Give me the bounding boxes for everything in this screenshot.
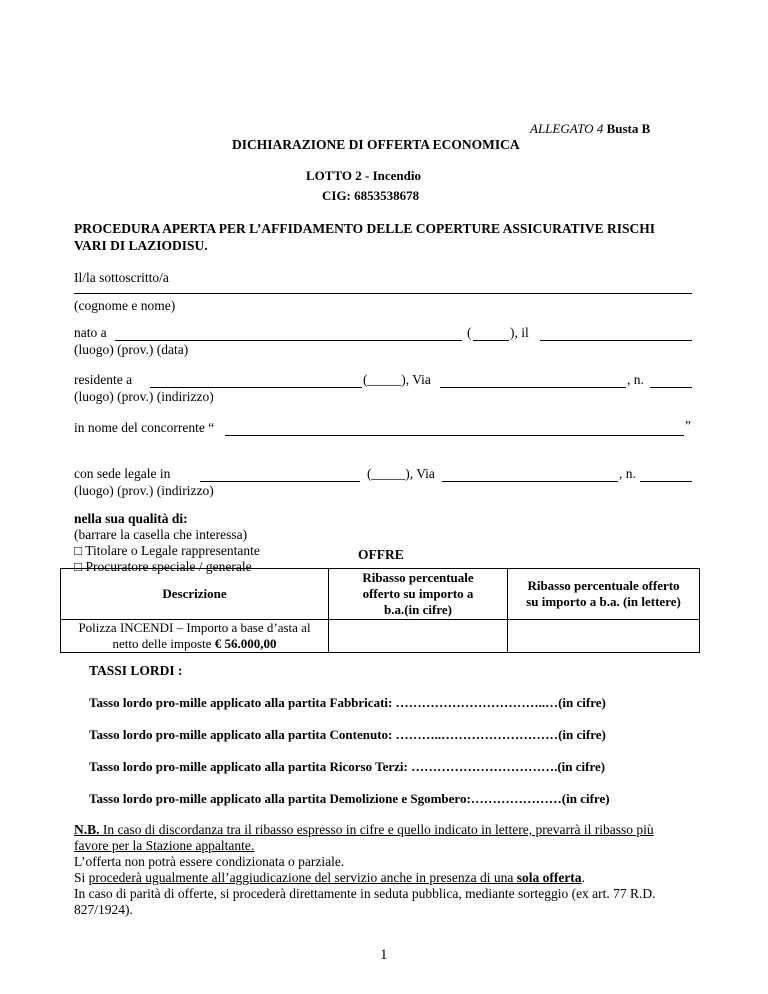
nato-label: nato a [74,325,107,340]
row-descrizione-l1: Polizza INCENDI – Importo a base d’asta al [78,620,311,635]
nb-text1: In caso di discordanza tra il ribasso espresso in cifre e quello indicato in lettere, prevarrà il ribasso più [99,822,654,837]
row-descrizione [61,620,329,653]
procedure-title-line1: PROCEDURA APERTA PER L’AFFIDAMENTO DELLE COPERTURE ASSICURATIVE RISCHI [74,221,656,236]
sede-numero-field[interactable] [640,481,692,482]
nato-close: ), il [510,325,529,340]
header-ribasso-cifre [329,569,508,620]
qualita-hint: (barrare la casella che interessa) [74,527,248,542]
ribasso-lettere-cell[interactable] [508,620,700,653]
qualita-option-titolare[interactable]: □ Titolare o Legale rappresentante [74,543,260,558]
table-header-row [61,569,700,620]
residente-label: residente a [74,372,133,387]
nb-line4-b: procederà ugualmente all’aggiudicazione del servizio anche in presenza di una [88,870,517,885]
sede-n: , n. [619,466,636,481]
residente-via: (_____), Via [363,372,431,387]
nato-luogo-field[interactable] [115,340,462,341]
residente-hint: (luogo) (prov.) (indirizzo) [74,389,214,404]
header-ribasso-cifre-l1: Ribasso percentuale [362,570,474,585]
sottoscritto-label: Il/la sottoscritto/a [74,270,169,285]
tasso-demolizione[interactable]: Tasso lordo pro-mille applicato alla partita Demolizione e Sgombero:…………………(in cifre) [89,791,610,806]
residente-luogo-field[interactable] [150,387,362,388]
allegato-label [530,121,650,137]
nb-label: N.B. [74,822,100,837]
header-ribasso-lettere-l2: su importo a b.a. (in lettere) [526,594,681,609]
qualita-title: nella sua qualità di: [74,511,188,526]
document-title: DICHIARAZIONE DI OFFERTA ECONOMICA [232,137,520,152]
nato-sep: ( [467,325,472,340]
concorrente-label: in nome del concorrente “ [74,420,215,435]
header-ribasso-lettere [508,569,700,620]
residente-indirizzo-field[interactable] [440,387,626,388]
header-ribasso-lettere-l1: Ribasso percentuale offerto [527,578,680,593]
offer-table [60,568,700,653]
header-descrizione-text: Descrizione [162,586,227,601]
header-ribasso-cifre-l2: offerto su importo a [362,586,474,601]
nb-line2: favore per la Stazione appaltante. [74,838,255,853]
busta-label: Busta B [606,121,651,136]
sede-luogo-field[interactable] [200,481,360,482]
concorrente-field[interactable] [225,435,684,436]
allegato-number: ALLEGATO 4 [530,121,604,136]
sede-label: con sede legale in [74,466,171,481]
sottoscritto-field[interactable] [74,293,692,294]
cig-label: CIG: 6853538678 [322,188,420,203]
qualita-option-procuratore[interactable]: □ Procuratore speciale / generale [74,559,252,574]
nb-line6: 827/1924). [74,902,133,917]
residente-n: , n. [627,372,644,387]
table-row [61,620,700,653]
nb-line5: In caso di parità di offerte, si procederà direttamente in seduta pubblica, mediante sorteggio (ex art. 77 R.D. [74,886,656,901]
tassi-title: TASSI LORDI : [89,663,183,678]
nato-data-field[interactable] [540,340,692,341]
concorrente-close: ” [685,418,691,433]
nb-line4 [74,870,585,886]
tasso-fabbricati[interactable]: Tasso lordo pro-mille applicato alla partita Fabbricati: ……………………………..…(in cifre) [89,695,606,710]
nb-line4-d: . [581,870,585,885]
header-ribasso-cifre-l3: b.a.(in cifre) [384,602,452,617]
row-importo: € 56.000,00 [214,636,277,651]
nato-hint: (luogo) (prov.) (data) [74,342,189,357]
row-descrizione-l2: netto delle imposte [112,636,215,651]
nb-line4-a: Si [74,870,89,885]
cognome-hint: (cognome e nome) [74,298,176,313]
nato-prov-field[interactable] [473,340,509,341]
page-number: 1 [380,947,388,963]
header-descrizione [61,569,329,620]
residente-numero-field[interactable] [650,387,692,388]
sede-via: (_____), Via [367,466,435,481]
offre-heading: OFFRE [358,547,404,562]
nb-line4-c: sola offerta [516,870,582,885]
procedure-title-line2: VARI DI LAZIODISU. [74,238,208,253]
sede-hint: (luogo) (prov.) (indirizzo) [74,483,214,498]
lotto-label: LOTTO 2 - Incendio [306,168,421,183]
tasso-ricorso-terzi[interactable]: Tasso lordo pro-mille applicato alla partita Ricorso Terzi: …………………………….(in cifre) [89,759,606,774]
tasso-contenuto[interactable]: Tasso lordo pro-mille applicato alla partita Contenuto: ………..………………………(in cifre) [89,727,606,742]
nb-line1 [74,822,654,838]
nb-line3: L’offerta non potrà essere condizionata o parziale. [74,854,345,869]
sede-indirizzo-field[interactable] [442,481,618,482]
ribasso-cifre-cell[interactable] [329,620,508,653]
